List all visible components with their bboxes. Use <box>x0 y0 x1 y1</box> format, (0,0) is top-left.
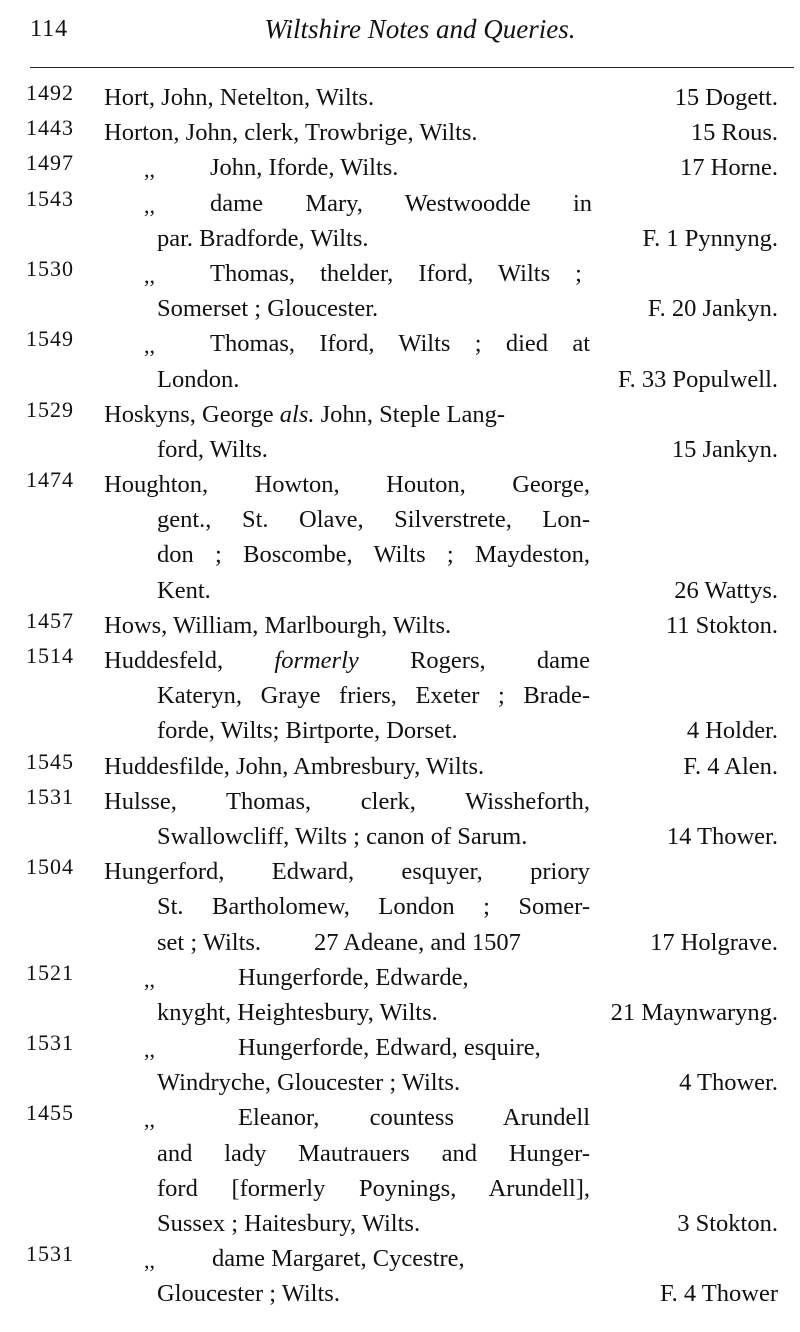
entry-text: ford, Wilts. <box>157 435 268 463</box>
list-item <box>0 186 800 256</box>
entry-ref: 15 Jankyn. <box>671 435 778 463</box>
ditto-mark: ,, <box>144 1107 155 1133</box>
entry-text: Hungerforde, Edwarde, <box>238 963 469 991</box>
ditto-mark: ,, <box>144 1248 155 1274</box>
entry-year: 1474 <box>26 467 74 493</box>
entry-text: Thomas, thelder, Iford, Wilts ; <box>210 259 582 287</box>
entry-text: and lady Mautrauers and Hunger- <box>157 1139 590 1167</box>
entry-ref: 17 Horne. <box>680 154 778 182</box>
entry-text: Swallowcliff, Wilts ; canon of Sarum. <box>157 822 528 850</box>
entry-year: 1531 <box>26 783 74 809</box>
entry-text: Somerset ; Gloucester. <box>157 295 379 323</box>
entry-year: 1455 <box>26 1100 74 1126</box>
entry-text: gent., St. Olave, Silverstrete, Lon- <box>157 506 590 534</box>
list-item <box>0 150 800 185</box>
ditto-mark: ,, <box>144 192 155 218</box>
entry-text: forde, Wilts; Birtporte, Dorset. <box>157 717 458 745</box>
entry-ref: F. 1 Pynnyng. <box>642 224 778 252</box>
entry-ref: F. 33 Populwell. <box>617 365 778 393</box>
entry-ref: F. 20 Jankyn. <box>647 295 778 323</box>
entry-list <box>0 80 800 1312</box>
entry-year: 1530 <box>26 255 74 281</box>
list-item <box>0 1241 800 1311</box>
entry-text: par. Bradforde, Wilts. <box>157 224 369 252</box>
entry-text: dame Mary, Westwoodde in <box>210 189 592 217</box>
entry-ref: 15 Dogett. <box>674 84 778 111</box>
entry-year: 1545 <box>26 748 74 774</box>
list-item <box>0 256 800 326</box>
list-item <box>0 854 800 960</box>
entry-ref: 3 Stokton. <box>677 1210 778 1237</box>
entry-year: 1531 <box>26 1241 74 1267</box>
entry-text: Hort, John, Netelton, Wilts. <box>104 84 375 111</box>
entry-year: 1549 <box>26 326 74 352</box>
entry-ref: 4 Holder. <box>686 717 778 745</box>
entry-year: 1497 <box>26 150 74 176</box>
entry-year: 1521 <box>26 959 74 985</box>
entry-ref: 14 Thower. <box>666 822 778 850</box>
list-item <box>0 608 800 643</box>
entry-ref: F. 4 Thower <box>659 1280 778 1308</box>
entry-text: don ; Boscombe, Wilts ; Maydeston, <box>157 541 590 569</box>
header-rule <box>30 67 794 68</box>
running-header <box>0 14 800 50</box>
running-title: Wiltshire Notes and Queries. <box>264 14 576 44</box>
ditto-mark: ,, <box>144 333 155 359</box>
entry-text: Hoskyns, George als. John, Steple Lang- <box>104 400 506 428</box>
entry-text: Horton, John, clerk, Trowbrige, Wilts. <box>104 119 478 147</box>
list-item <box>0 115 800 150</box>
entry-year: 1543 <box>26 185 74 211</box>
entry-text: Houghton, Howton, Houton, George, <box>104 471 590 499</box>
entry-ref: 4 Thower. <box>679 1069 778 1097</box>
entry-year: 1457 <box>26 607 74 633</box>
list-item <box>0 643 800 749</box>
entry-year: 1504 <box>26 854 74 880</box>
entry-ref: 11 Stokton. <box>665 611 778 639</box>
entry-text: Huddesfeld, formerly Rogers, dame <box>104 647 590 674</box>
entry-year: 1531 <box>26 1030 74 1056</box>
entry-text: Hungerforde, Edward, esquire, <box>238 1034 541 1062</box>
ditto-mark: ,, <box>144 1037 155 1063</box>
entry-text: knyght, Heightesbury, Wilts. <box>157 998 438 1026</box>
entry-text: Kateryn, Graye friers, Exeter ; Brade- <box>157 682 590 710</box>
page-number: 114 <box>30 16 69 42</box>
entry-text: Huddesfilde, John, Ambresbury, Wilts. <box>104 752 485 780</box>
entry-text: Hungerford, Edward, esquyer, priory <box>104 858 590 886</box>
list-item <box>0 1100 800 1241</box>
list-item <box>0 80 800 115</box>
entry-text: Kent. <box>157 576 211 604</box>
entry-year: 1492 <box>26 80 74 105</box>
entry-ref: 26 Wattys. <box>674 576 778 604</box>
entry-text: Hows, William, Marlbourgh, Wilts. <box>104 611 452 639</box>
list-item <box>0 397 800 467</box>
entry-text: 27 Adeane, and 1507 <box>314 928 521 956</box>
entry-ref: F. 4 Alen. <box>683 752 778 780</box>
entry-text: John, Iforde, Wilts. <box>210 154 399 182</box>
entry-text: Hulsse, Thomas, clerk, Wissheforth, <box>104 787 590 815</box>
entry-ref: 15 Rous. <box>690 119 778 147</box>
list-item <box>0 749 800 784</box>
list-item <box>0 467 800 608</box>
entry-text: Windryche, Gloucester ; Wilts. <box>157 1069 461 1097</box>
entry-text: ford [formerly Poynings, Arundell], <box>157 1174 590 1202</box>
entry-ref: 17 Holgrave. <box>650 928 778 956</box>
entry-text: Gloucester ; Wilts. <box>157 1280 340 1308</box>
entry-text: dame Margaret, Cycestre, <box>212 1245 465 1273</box>
entry-year: 1529 <box>26 396 74 422</box>
entry-text: Thomas, Iford, Wilts ; died at <box>210 330 590 358</box>
ditto-mark: ,, <box>144 966 155 992</box>
entry-text: Eleanor, countess Arundell <box>238 1104 590 1132</box>
list-item <box>0 784 800 854</box>
entry-year: 1443 <box>26 115 74 141</box>
list-item <box>0 1030 800 1100</box>
entry-ref: 21 Maynwaryng. <box>610 998 778 1026</box>
entry-year: 1514 <box>26 643 74 668</box>
ditto-mark: ,, <box>144 262 155 288</box>
ditto-mark: ,, <box>144 157 155 183</box>
entry-text: London. <box>157 365 240 393</box>
entry-text: Sussex ; Haitesbury, Wilts. <box>157 1210 421 1237</box>
list-item <box>0 960 800 1030</box>
entry-text: set ; Wilts. <box>157 928 262 956</box>
list-item <box>0 326 800 396</box>
entry-text: St. Bartholomew, London ; Somer- <box>157 893 590 921</box>
